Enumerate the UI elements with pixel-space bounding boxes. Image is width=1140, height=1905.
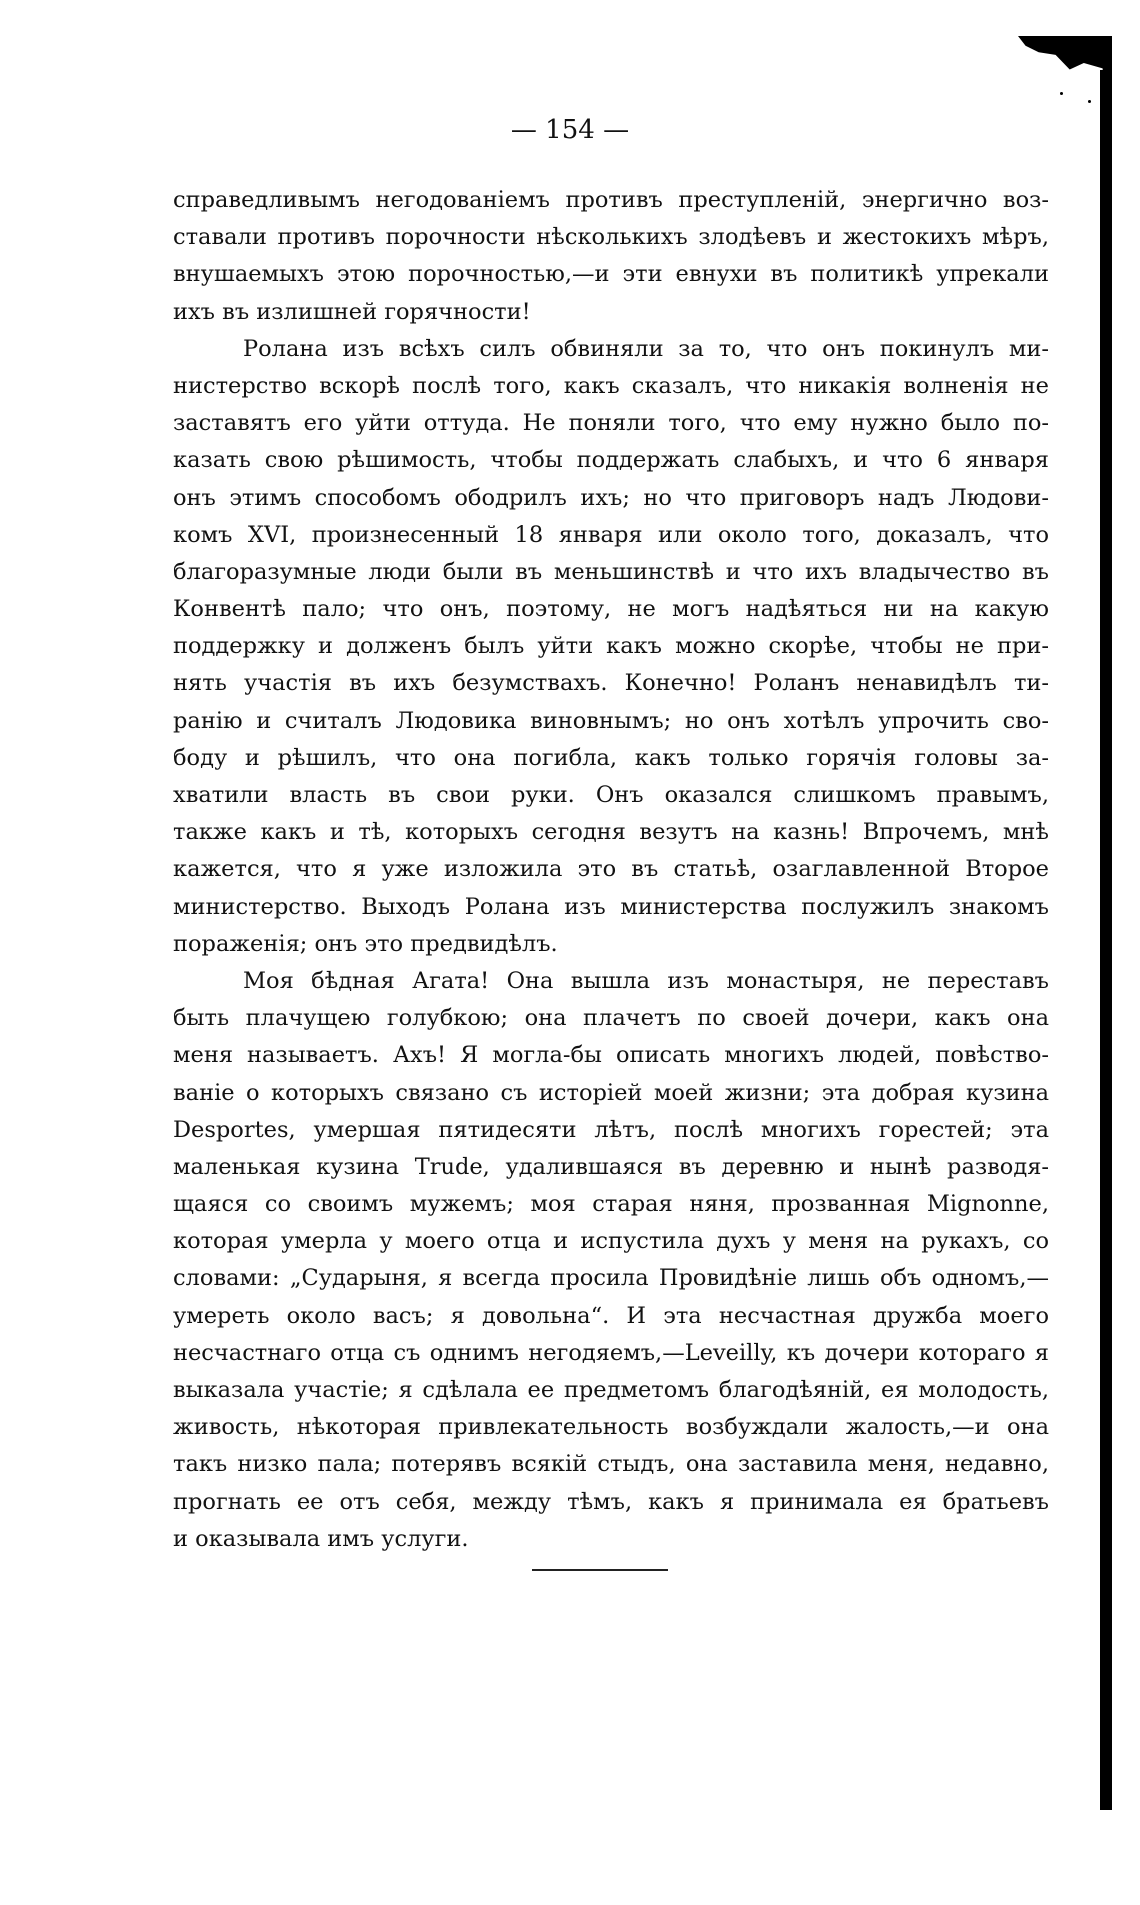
text-line: Desportes, умершая пятидесяти лѣтъ, послѣ многихъ горестей; эта [173,1116,1049,1143]
scan-speck [1088,100,1091,103]
text-line: которая умерла у моего отца и испустила духъ у меня на рукахъ, со [173,1228,1049,1255]
text-line: быть плачущею голубкою; она плачетъ по своей дочери, какъ она [173,1005,1049,1032]
text-line: Моя бѣдная Агата! Она вышла изъ монастыря, не переставъ [243,967,1049,994]
text-line: Ролана изъ всѣхъ силъ обвиняли за то, что онъ покинулъ ми- [243,335,1049,362]
paragraph [173,331,1049,963]
text-line: ихъ въ излишней горячности! [173,298,531,325]
paragraph [173,963,1049,1558]
text-line: меня называетъ. Ахъ! Я могла-бы описать многихъ людей, повѣство- [173,1042,1049,1069]
text-line: ранію и считалъ Людовика виновнымъ; но онъ хотѣлъ упрочить сво- [173,707,1049,734]
text-line: онъ этимъ способомъ ободрилъ ихъ; но что приговоръ надъ Людови- [173,484,1049,511]
scan-edge-bar [1100,70,1112,1810]
text-line: словами: „Сударыня, я всегда просила Провидѣніе лишь объ одномъ,— [173,1265,1049,1292]
text-line: хватили власть въ свои руки. Онъ оказался слишкомъ правымъ, [173,782,1049,808]
text-line: и оказывала имъ услуги. [173,1525,469,1552]
text-line: справедливымъ негодованіемъ противъ преступленій, энергично воз- [173,187,1049,213]
page-number: — 154 — [510,115,630,145]
scan-speck [1060,92,1063,95]
text-line: ставали противъ порочности нѣсколькихъ злодѣевъ и жестокихъ мѣръ, [173,224,1049,251]
text-line: щаяся со своимъ мужемъ; моя старая няня, прозванная Mignonne, [173,1191,1049,1218]
text-line: пораженія; онъ это предвидѣлъ. [173,930,558,957]
text-line: выказала участіе; я сдѣлала ее предметомъ благодѣяній, ея молодость, [173,1377,1049,1403]
text-line: поддержку и долженъ былъ уйти какъ можно скорѣе, чтобы не при- [173,633,1049,660]
body-text [173,182,1049,1558]
text-line: благоразумные люди были въ меньшинствѣ и что ихъ владычество въ [173,558,1049,585]
paragraph [173,182,1049,331]
scan-edge-shadow [1018,36,1112,90]
text-line: внушаемыхъ этою порочностью,—и эти евнухи въ политикѣ упрекали [173,261,1049,288]
text-line: несчастнаго отца съ однимъ негодяемъ,—Leveilly, къ дочери котораго я [173,1339,1049,1366]
text-line: комъ XVI, произнесенный 18 января или около того, доказалъ, что [173,521,1049,548]
text-line: казать свою рѣшимость, чтобы поддержать слабыхъ, и что 6 января [173,447,1049,474]
text-line: боду и рѣшилъ, что она погибла, какъ только горячія головы за- [173,744,1049,771]
text-line: Конвентѣ пало; что онъ, поэтому, не могъ надѣяться ни на какую [173,596,1049,623]
text-line: умереть около васъ; я довольна“. И эта несчастная дружба моего [173,1302,1049,1329]
text-line: маленькая кузина Trude, удалившаяся въ деревню и нынѣ разводя- [173,1153,1049,1180]
text-line: также какъ и тѣ, которыхъ сегодня везутъ на казнь! Впрочемъ, мнѣ [173,819,1049,846]
text-line: кажется, что я уже изложила это въ статьѣ, озаглавленной Второе [173,856,1049,883]
text-line: ваніе о которыхъ связано съ исторіей моей жизни; эта добрая кузина [173,1079,1049,1106]
text-line: прогнать ее отъ себя, между тѣмъ, какъ я принимала ея братьевъ [173,1488,1049,1515]
text-line: такъ низко пала; потерявъ всякій стыдъ, она заставила меня, недавно, [173,1451,1049,1478]
text-line: нистерство вскорѣ послѣ того, какъ сказалъ, что никакія волненія не [173,372,1049,399]
text-line: заставятъ его уйти оттуда. Не поняли того, что ему нужно было по- [173,410,1049,437]
text-line: живость, нѣкоторая привлекательность возбуждали жалость,—и она [173,1414,1049,1441]
section-end-rule [532,1569,668,1571]
text-line: министерство. Выходъ Ролана изъ министерства послужилъ знакомъ [173,893,1049,920]
text-line: нять участія въ ихъ безумствахъ. Конечно! Роланъ ненавидѣлъ ти- [173,670,1049,697]
